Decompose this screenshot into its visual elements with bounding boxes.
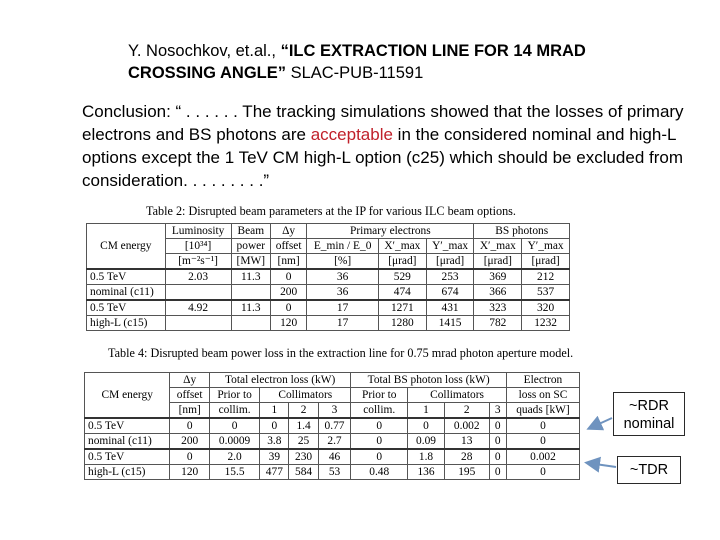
table-cell: 120 <box>270 316 306 331</box>
table-cell: 0 <box>351 449 408 465</box>
table-cell: 584 <box>289 465 318 480</box>
table-cell: 136 <box>408 465 445 480</box>
table-cell: 474 <box>378 285 426 301</box>
table-cell: 369 <box>474 269 522 285</box>
table-cell: 253 <box>426 269 474 285</box>
table2-header-cell: [nm] <box>270 254 306 270</box>
table2-header-cell: [μrad] <box>474 254 522 270</box>
table-cell: 0.09 <box>408 434 445 450</box>
table2-header-cell: power <box>231 239 270 254</box>
table-cell: 53 <box>318 465 351 480</box>
table-cell: 323 <box>474 300 522 316</box>
table-cell: 0 <box>489 465 506 480</box>
table4-header-cell: 3 <box>318 403 351 419</box>
table-cell: nominal (c11) <box>85 434 170 450</box>
table4-electron-loss-header: Total electron loss (kW) <box>209 373 350 388</box>
conclusion-paragraph: Conclusion: “ . . . . . . The tracking simulations showed that the losses of primary electrons and BS photons are acceptable in the considered nominal and high-L options except the 1 TeV CM high-L option (c25) which should be excluded from consideration. . . . . . . . .” <box>82 102 684 190</box>
table-cell: 0 <box>270 269 306 285</box>
table-cell: 1271 <box>378 300 426 316</box>
table-cell: 0.002 <box>444 418 489 434</box>
table-cell: nominal (c11) <box>87 285 166 301</box>
table-cell: 13 <box>444 434 489 450</box>
table-cell: 46 <box>318 449 351 465</box>
table-cell: 200 <box>270 285 306 301</box>
table-cell: 1.4 <box>289 418 318 434</box>
table-cell: 2.0 <box>209 449 259 465</box>
table-cell: 0.5 TeV <box>85 449 170 465</box>
table2-header-cell: X′_max <box>378 239 426 254</box>
table-cell: 36 <box>307 269 379 285</box>
table4-header-cell: collim. <box>351 403 408 419</box>
table-cell: 0 <box>489 449 506 465</box>
table-cell: 11.3 <box>231 300 270 316</box>
table-cell: 0 <box>170 449 210 465</box>
table-cell: 4.92 <box>165 300 231 316</box>
table2-header-cell: Luminosity <box>165 224 231 239</box>
table-cell: 782 <box>474 316 522 331</box>
table-cell: 1415 <box>426 316 474 331</box>
table-cell: 0 <box>489 418 506 434</box>
table-cell: 674 <box>426 285 474 301</box>
table-cell: 39 <box>260 449 289 465</box>
table4-header-cell: Prior to <box>351 388 408 403</box>
table4-header-cell: 1 <box>408 403 445 419</box>
table-cell: 537 <box>522 285 570 301</box>
acceptable-highlight: acceptable <box>310 125 393 144</box>
rdr-arrow <box>590 418 612 428</box>
table-cell: 120 <box>170 465 210 480</box>
table-cell: 1232 <box>522 316 570 331</box>
table-cell: 0 <box>270 300 306 316</box>
table-cell: 320 <box>522 300 570 316</box>
table2-header-cell: [MW] <box>231 254 270 270</box>
table2-header-cell: X′_max <box>474 239 522 254</box>
table-cell: 17 <box>307 316 379 331</box>
table-cell: 0 <box>506 465 579 480</box>
table2-header-cell: Y′_max <box>522 239 570 254</box>
rdr-nominal-label: ~RDR nominal <box>613 392 685 436</box>
table4-header-cell: 2 <box>444 403 489 419</box>
table-cell: 15.5 <box>209 465 259 480</box>
table4-header-cell: collim. <box>209 403 259 419</box>
tdr-label: ~TDR <box>617 456 681 484</box>
table-cell: 0 <box>260 418 289 434</box>
tdr-arrow <box>588 463 616 467</box>
table-cell: 477 <box>260 465 289 480</box>
table2-bs-photons-header: BS photons <box>474 224 570 239</box>
table-cell: 0.5 TeV <box>87 300 166 316</box>
table-cell: 17 <box>307 300 379 316</box>
table2-header-cell: offset <box>270 239 306 254</box>
table-cell: 1.8 <box>408 449 445 465</box>
table-cell: high-L (c15) <box>85 465 170 480</box>
table-cell: 25 <box>289 434 318 450</box>
reference-line-1: Y. Nosochkov, et.al., “ILC EXTRACTION LINE FOR 14 MRAD <box>128 42 586 60</box>
table-cell: 431 <box>426 300 474 316</box>
table-cell: 3.8 <box>260 434 289 450</box>
table4-header-cell: 3 <box>489 403 506 419</box>
table-cell: 2.7 <box>318 434 351 450</box>
table4-header-cell: 1 <box>260 403 289 419</box>
table4-bs-photon-loss-header: Total BS photon loss (kW) <box>351 373 507 388</box>
table-cell: 0 <box>209 418 259 434</box>
table-cell: 0 <box>351 434 408 450</box>
table-cell: 0 <box>506 418 579 434</box>
table2-header-cell: Y′_max <box>426 239 474 254</box>
table4-header-cell: Electron <box>506 373 579 388</box>
table4-collimators-header: Collimators <box>260 388 351 403</box>
table-cell: 212 <box>522 269 570 285</box>
table-cell: 36 <box>307 285 379 301</box>
table-cell: 2.03 <box>165 269 231 285</box>
table-cell: high-L (c15) <box>87 316 166 331</box>
table2-header-cell: [μrad] <box>378 254 426 270</box>
table-cell: 0.0009 <box>209 434 259 450</box>
table-cell: 230 <box>289 449 318 465</box>
table2-header-cell: E_min / E_0 <box>307 239 379 254</box>
table4-header-cell: [nm] <box>170 403 210 419</box>
reference-line-2: CROSSING ANGLE” SLAC-PUB-11591 <box>128 64 424 82</box>
table-cell: 195 <box>444 465 489 480</box>
table-cell: 11.3 <box>231 269 270 285</box>
table-cell: 0 <box>506 434 579 450</box>
table-cell: 0 <box>351 418 408 434</box>
table-cell: 529 <box>378 269 426 285</box>
table4-header-cell: 2 <box>289 403 318 419</box>
table-cell: 0.48 <box>351 465 408 480</box>
table4-caption: Table 4: Disrupted beam power loss in the extraction line for 0.75 mrad photon aperture model. <box>108 346 574 360</box>
table4-collimators-header: Collimators <box>408 388 507 403</box>
table-cell: 366 <box>474 285 522 301</box>
table-cell: 200 <box>170 434 210 450</box>
table2-header-cell: [μrad] <box>426 254 474 270</box>
table-cell: 28 <box>444 449 489 465</box>
table2-cm-energy-header: CM energy <box>87 224 166 270</box>
table2-header-cell: [%] <box>307 254 379 270</box>
table2-primary-electrons-header: Primary electrons <box>307 224 474 239</box>
table2-header-cell: Δy <box>270 224 306 239</box>
table2-header-cell: Beam <box>231 224 270 239</box>
table-cell: 0.5 TeV <box>87 269 166 285</box>
table2-header-cell: [m⁻²s⁻¹] <box>165 254 231 270</box>
table4-header-cell: loss on SC <box>506 388 579 403</box>
table-cell: 0.77 <box>318 418 351 434</box>
table-cell: 1280 <box>378 316 426 331</box>
table2-caption: Table 2: Disrupted beam parameters at the IP for various ILC beam options. <box>146 204 516 218</box>
table4-header-cell: quads [kW] <box>506 403 579 419</box>
table-cell: 0 <box>489 434 506 450</box>
table4-header-cell: Prior to <box>209 388 259 403</box>
table4-header-cell: Δy <box>170 373 210 388</box>
table2-header-cell: [μrad] <box>522 254 570 270</box>
table4-cm-energy-header: CM energy <box>85 373 170 419</box>
table-cell: 0.002 <box>506 449 579 465</box>
table-cell: 0.5 TeV <box>85 418 170 434</box>
table2-header-cell: [10³⁴] <box>165 239 231 254</box>
table4-header-cell: offset <box>170 388 210 403</box>
table-cell: 0 <box>170 418 210 434</box>
table-cell: 0 <box>408 418 445 434</box>
